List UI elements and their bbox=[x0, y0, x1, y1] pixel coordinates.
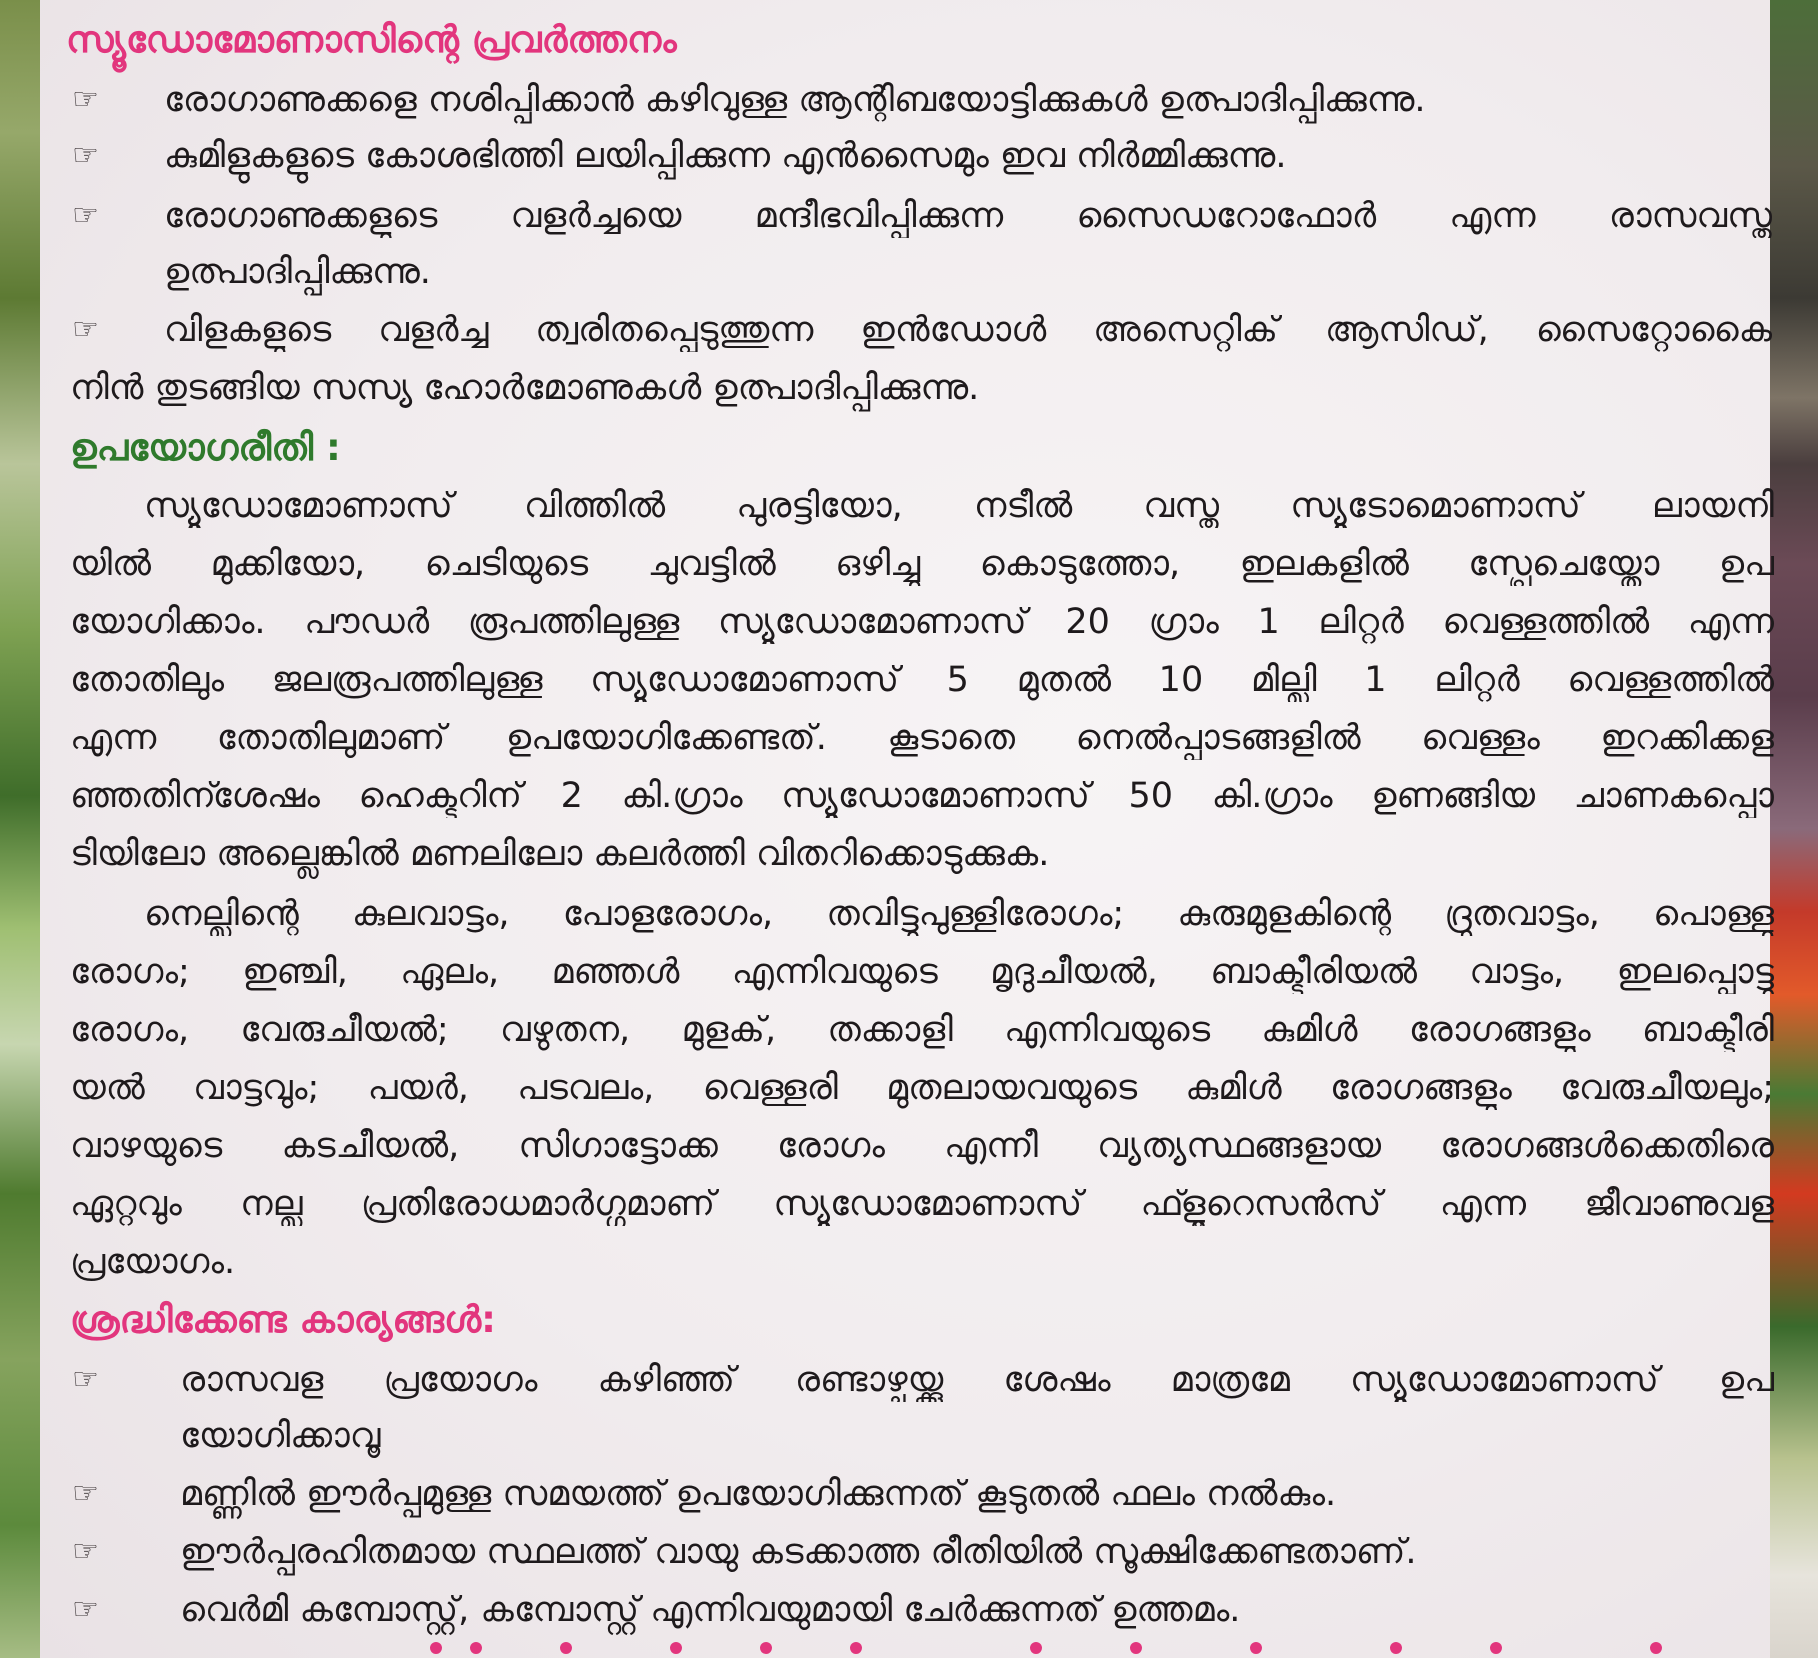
paragraph-line: രോഗം; ഇഞ്ചി, ഏലം, മഞ്ഞൾ എന്നിവയുടെ മൃദുചീയൽ, ബാക്ടീരിയൽ വാട്ടം, ഇലപ്പൊട്ടു bbox=[70, 952, 1774, 992]
paragraph-line: യോഗിക്കാം. പൗഡർ രൂപത്തിലുള്ള സ്യൂഡോമോണാസ് 20 ഗ്രാം 1 ലിറ്റർ വെള്ളത്തിൽ എന്ന bbox=[70, 602, 1774, 642]
paragraph-line: വാഴയുടെ കടചീയൽ, സിഗാട്ടോക്ക രോഗം എന്നീ വ്യത്യസ്ഥങ്ങളായ രോഗങ്ങൾക്കെതിരെ bbox=[70, 1126, 1774, 1166]
paragraph-line: പ്രയോഗം. bbox=[70, 1242, 236, 1282]
pointing-hand-icon: ☞ bbox=[72, 138, 99, 173]
pointing-hand-icon: ☞ bbox=[72, 1534, 99, 1569]
left-edge-photo bbox=[0, 0, 40, 1658]
paragraph-line: നെല്ലിന്റെ കുലവാട്ടം, പോളരോഗം, തവിട്ടുപുള്ളിരോഗം; കുരുമുളകിന്റെ ദ്രുതവാട്ടം, പൊള്ളു bbox=[144, 894, 1774, 934]
paragraph-line: ഏറ്റവും നല്ല പ്രതിരോധമാർഗ്ഗമാണ് സ്യൂഡോമോണാസ് ഫ്ളൂറെസൻസ് എന്ന ജീവാണുവള bbox=[70, 1184, 1774, 1224]
paragraph-line: ടിയിലോ അല്ലെങ്കിൽ മണലിലോ കലർത്തി വിതറിക്കൊടുക്കുക. bbox=[70, 834, 1050, 874]
bullet-line-continued: യോഗിക്കാവൂ bbox=[180, 1416, 381, 1456]
bullet-line: വിളകളുടെ വളർച്ച ത്വരിതപ്പെടുത്തുന്ന ഇൻഡോൾ അസെറ്റിക് ആസിഡ്, സൈറ്റോകൈ bbox=[164, 310, 1772, 350]
bullet-line: വെർമി കമ്പോസ്റ്റ്, കമ്പോസ്റ്റ് എന്നിവയുമായി ചേർക്കുന്നത് ഉത്തമം. bbox=[180, 1590, 1241, 1630]
section-heading-function: സ്യൂഡോമോണാസിന്റെ പ്രവർത്തനം bbox=[66, 18, 677, 61]
bullet-line: ഈർപ്പരഹിതമായ സ്ഥലത്ത് വായു കടക്കാത്ത രീതിയിൽ സൂക്ഷിക്കേണ്ടതാണ്. bbox=[180, 1532, 1417, 1572]
bullet-line: രോഗാണുക്കളെ നശിപ്പിക്കാൻ കഴിവുള്ള ആന്റിബയോട്ടിക്കുകൾ ഉത്പാദിപ്പിക്കുന്നു. bbox=[164, 80, 1426, 120]
pointing-hand-icon: ☞ bbox=[72, 1362, 99, 1397]
pointing-hand-icon: ☞ bbox=[72, 198, 99, 233]
bullet-line: രോഗാണുക്കളുടെ വളർച്ചയെ മന്ദീഭവിപ്പിക്കുന്ന സൈഡറോഫോർ എന്ന രാസവസ്തു bbox=[164, 196, 1772, 236]
pointing-hand-icon: ☞ bbox=[72, 1592, 99, 1627]
cutoff-pink-text-remnant bbox=[430, 1640, 1670, 1658]
pointing-hand-icon: ☞ bbox=[72, 82, 99, 117]
paragraph-line: തോതിലും ജലരൂപത്തിലുള്ള സ്യൂഡോമോണാസ് 5 മുതൽ 10 മില്ലി 1 ലിറ്റർ വെള്ളത്തിൽ bbox=[70, 660, 1774, 700]
pointing-hand-icon: ☞ bbox=[72, 312, 99, 347]
paragraph-line: യിൽ മുക്കിയോ, ചെടിയുടെ ചുവട്ടിൽ ഒഴിച്ചു കൊടുത്തോ, ഇലകളിൽ സ്പ്രേചെയ്തോ ഉപ bbox=[70, 544, 1774, 584]
paragraph-line: എന്ന തോതിലുമാണ് ഉപയോഗിക്കേണ്ടത്. കൂടാതെ നെൽപ്പാടങ്ങളിൽ വെള്ളം ഇറക്കിക്കള bbox=[70, 718, 1774, 758]
paragraph-line: യൽ വാട്ടവും; പയർ, പടവലം, വെള്ളരി മുതലായവയുടെ കുമിൾ രോഗങ്ങളും വേരുചീയലും; bbox=[70, 1068, 1774, 1108]
right-edge-photo bbox=[1770, 0, 1818, 1658]
bullet-line-continued: ഉത്പാദിപ്പിക്കുന്നു. bbox=[164, 252, 431, 292]
pointing-hand-icon: ☞ bbox=[72, 1476, 99, 1511]
document-page bbox=[40, 0, 1774, 1658]
paragraph-line: രോഗം, വേരുചീയൽ; വഴുതന, മുളക്, തക്കാളി എന്നിവയുടെ കുമിൾ രോഗങ്ങളും ബാക്ടീരി bbox=[70, 1010, 1774, 1050]
section-heading-precautions: ശ്രദ്ധിക്കേണ്ട കാര്യങ്ങൾ: bbox=[70, 1298, 496, 1341]
bullet-line: രാസവള പ്രയോഗം കഴിഞ്ഞ് രണ്ടാഴ്ചയ്ക്കു ശേഷം മാത്രമേ സ്യൂഡോമോണാസ് ഉപ bbox=[180, 1360, 1774, 1400]
bullet-line: മണ്ണിൽ ഈർപ്പമുള്ള സമയത്ത് ഉപയോഗിക്കുന്നത് കൂടുതൽ ഫലം നൽകും. bbox=[180, 1474, 1337, 1514]
section-heading-usage: ഉപയോഗരീതി : bbox=[70, 426, 341, 469]
paragraph-line: ഞ്ഞതിന്ശേഷം ഹെക്ടറിന് 2 കി.ഗ്രാം സ്യൂഡോമോണാസ് 50 കി.ഗ്രാം ഉണങ്ങിയ ചാണകപ്പൊ bbox=[70, 776, 1774, 816]
bullet-line: കുമിളുകളുടെ കോശഭിത്തി ലയിപ്പിക്കുന്ന എൻസൈമും ഇവ നിർമ്മിക്കുന്നു. bbox=[164, 136, 1287, 176]
bullet-line-continued: നിൻ തുടങ്ങിയ സസ്യ ഹോർമോണുകൾ ഉത്പാദിപ്പിക്കുന്നു. bbox=[70, 368, 980, 408]
paragraph-line: സ്യൂഡോമോണാസ് വിത്തിൽ പുരട്ടിയോ, നടീൽ വസ്തു സ്യൂടോമൊണാസ് ലായനി bbox=[144, 486, 1774, 526]
